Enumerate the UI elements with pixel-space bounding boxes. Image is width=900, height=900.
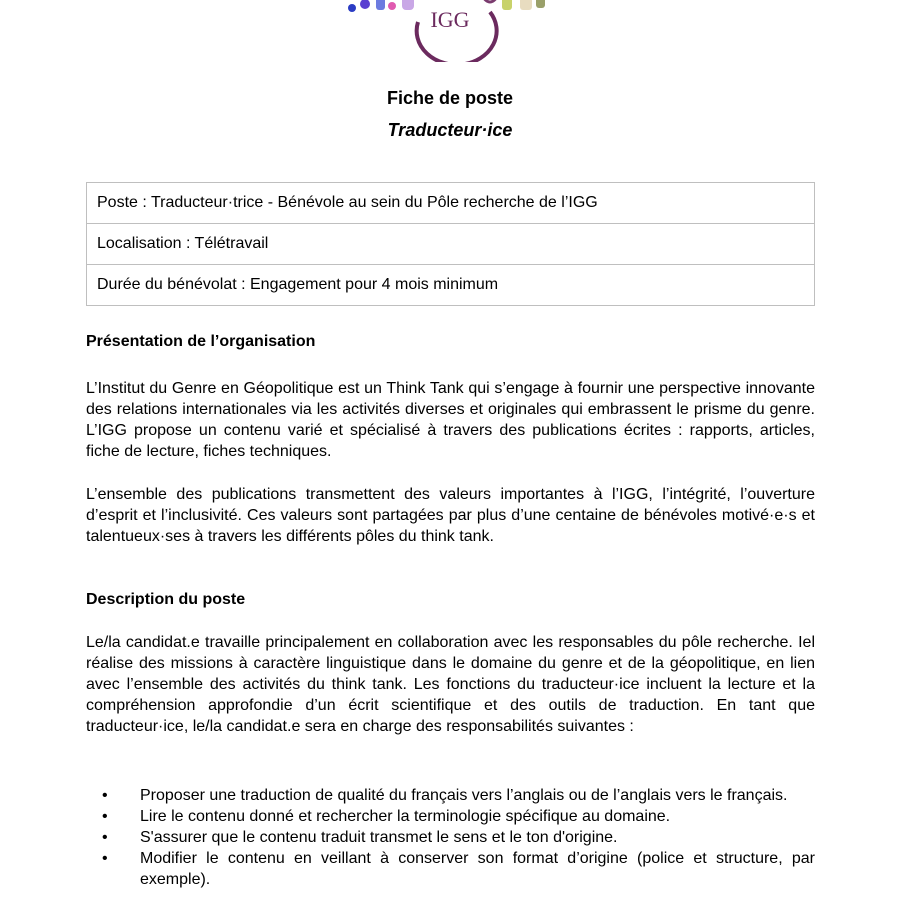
section-heading-organisation: Présentation de l’organisation [86,333,316,350]
organisation-paragraph-2: L’ensemble des publications transmettent des valeurs importantes à l’IGG, l’intégrité, l’ouverture d’esprit et l’inclusivité. Ces valeurs sont partagées par plus d’une centaine de bénévoles motivé·e·s et talentueux·ses à travers les différents pôles du think tank. [86,486,815,545]
list-item: • S'assurer que le contenu traduit transmet le sens et le ton d'origine. [102,829,618,846]
page-title: Fiche de poste [386,88,514,108]
bullet-icon: • [102,808,108,825]
bullet-icon: • [102,850,108,867]
info-row-localisation: Localisation : Télétravail [87,224,815,265]
igg-logo [330,0,570,62]
responsibilities-list [86,785,815,890]
list-item: • Lire le contenu donné et rechercher la terminologie spécifique au domaine. [102,808,671,825]
description-paragraph: Le/la candidat.e travaille principalement en collaboration avec les responsables du pôle recherche. Iel réalise des missions à caractère linguistique dans le domaine du genre et de la géopolitique, en lien avec l’ensemble des activités du think tank. Les fonctions du traducteur·ice incluent la lecture et la compréhension approfondie d’un écrit scientifique et des outils de traduction. En tant que traducteur·ice, le/la candidat.e sera en charge des responsabilités suivantes : [86,634,815,735]
organisation-paragraph-1: L’Institut du Genre en Géopolitique est un Think Tank qui s’engage à fournir une perspective innovante des relations internationales via les activités diverses et originales qui embrassent le prisme du genre. L’IGG propose un contenu varié et spécialisé à travers des publications écrites : rapports, articles, fiche de lecture, fiches techniques. [86,380,815,460]
section-heading-description: Description du poste [86,591,246,608]
list-item: • Proposer une traduction de qualité du français vers l’anglais ou de l’anglais vers le français. [102,787,788,804]
info-table [86,182,815,306]
info-row-poste: Poste : Traducteur·trice - Bénévole au sein du Pôle recherche de l’IGG [87,183,815,224]
list-item: • Modifier le contenu en veillant à conserver son format d’origine (police et structure, par exemple). [102,850,815,888]
page-subtitle: Traducteur·ice [387,120,513,140]
bullet-icon: • [102,787,108,804]
logo-text: IGG [430,7,470,32]
bullet-icon: • [102,829,108,846]
info-row-duree: Durée du bénévolat : Engagement pour 4 mois minimum [87,265,815,306]
